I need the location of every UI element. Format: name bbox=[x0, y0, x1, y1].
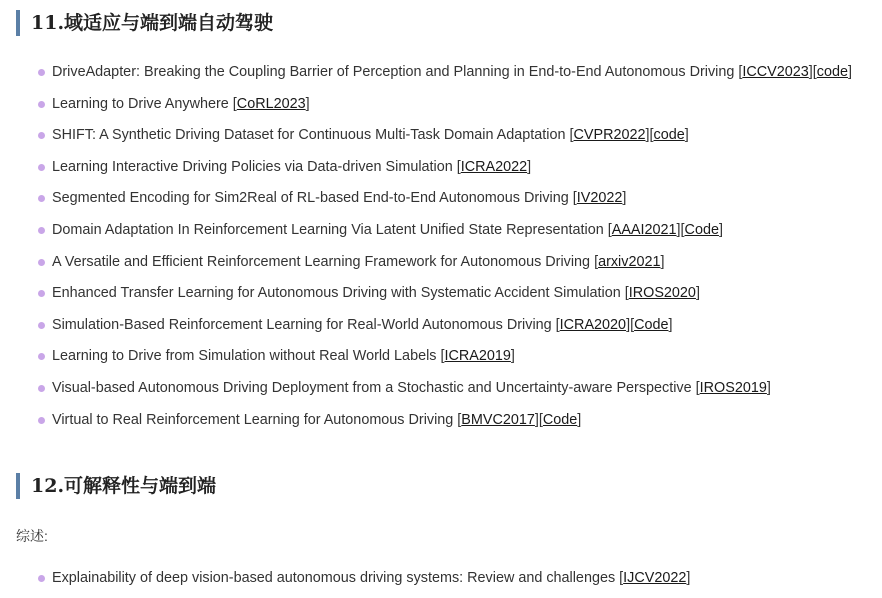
bullet-icon bbox=[38, 101, 45, 108]
list-item bbox=[38, 155, 852, 187]
bracket-close: ] bbox=[808, 64, 813, 80]
bracket-close: ] bbox=[668, 316, 673, 333]
paper-links bbox=[440, 348, 514, 364]
bracket-open: [ bbox=[649, 127, 654, 144]
bracket-open: [ bbox=[624, 285, 629, 302]
list-item bbox=[38, 281, 852, 313]
paper-link-iros2019[interactable]: IROS2019 bbox=[699, 379, 767, 396]
paper-link-icra2019[interactable]: ICRA2019 bbox=[444, 348, 511, 365]
paper-link-icra2020[interactable]: ICRA2020 bbox=[559, 316, 627, 333]
paper-title: Learning to Drive from Simulation without Real World Labels bbox=[52, 348, 437, 365]
paper-links bbox=[625, 285, 700, 301]
paper-links bbox=[573, 190, 627, 206]
paper-link-iccv2023[interactable]: ICCV2023 bbox=[742, 64, 809, 80]
paper-link-icra2022[interactable]: ICRA2022 bbox=[460, 158, 528, 175]
list-item bbox=[38, 123, 852, 155]
paper-link-cvpr2022[interactable]: CVPR2022 bbox=[573, 127, 646, 144]
bullet-icon bbox=[38, 259, 45, 266]
bullet-icon bbox=[38, 322, 45, 329]
paper-links bbox=[556, 317, 673, 333]
bracket-open: [ bbox=[680, 221, 685, 238]
paper-title: Domain Adaptation In Reinforcement Learning Via Latent Unified State Representation bbox=[52, 221, 604, 238]
list-item bbox=[38, 408, 852, 440]
paper-links bbox=[696, 380, 771, 396]
bracket-open: [ bbox=[456, 158, 461, 175]
bracket-open: [ bbox=[695, 379, 700, 396]
bracket-close: ] bbox=[660, 253, 665, 270]
paper-link-arxiv2021[interactable]: arxiv2021 bbox=[598, 253, 661, 270]
bullet-icon bbox=[38, 575, 45, 582]
paper-links bbox=[608, 222, 723, 238]
bullet-icon bbox=[38, 353, 45, 360]
bullet-icon bbox=[38, 385, 45, 392]
paper-title: Simulation-Based Reinforcement Learning for Real-World Autonomous Driving bbox=[52, 316, 552, 333]
paper-links bbox=[457, 159, 531, 175]
paper-link-code[interactable]: code bbox=[816, 64, 848, 80]
bracket-close: ] bbox=[766, 379, 771, 396]
paper-link-bmvc2017[interactable]: BMVC2017 bbox=[461, 411, 535, 428]
list-item bbox=[38, 566, 690, 598]
bracket-open: [ bbox=[619, 570, 624, 586]
bracket-close: ] bbox=[527, 158, 532, 175]
list-item bbox=[38, 60, 852, 92]
bracket-open: [ bbox=[594, 253, 599, 270]
bracket-close: ] bbox=[684, 127, 689, 144]
list-item bbox=[38, 92, 852, 124]
bracket-open: [ bbox=[232, 95, 237, 112]
paper-title: DriveAdapter: Breaking the Coupling Barrier of Perception and Planning in End-to-End Autonomous Driving bbox=[52, 64, 735, 80]
bracket-close: ] bbox=[676, 221, 681, 238]
paper-title: Learning to Drive Anywhere bbox=[52, 95, 229, 112]
bracket-open: [ bbox=[555, 316, 560, 333]
paper-title: SHIFT: A Synthetic Driving Dataset for Continuous Multi-Task Domain Adaptation bbox=[52, 127, 566, 144]
paper-link-corl2023[interactable]: CoRL2023 bbox=[236, 95, 306, 112]
bullet-icon bbox=[38, 164, 45, 171]
bracket-open: [ bbox=[630, 316, 635, 333]
bullet-icon bbox=[38, 227, 45, 234]
paper-title: Enhanced Transfer Learning for Autonomous Driving with Systematic Accident Simulation bbox=[52, 285, 621, 302]
paper-link-code[interactable]: Code bbox=[542, 411, 578, 428]
bracket-open: [ bbox=[812, 64, 817, 80]
paper-link-code[interactable]: Code bbox=[634, 316, 669, 333]
bracket-close: ] bbox=[695, 285, 700, 302]
bracket-open: [ bbox=[569, 127, 574, 144]
bracket-open: [ bbox=[738, 64, 743, 80]
bracket-close: ] bbox=[847, 64, 852, 80]
bracket-close: ] bbox=[577, 411, 582, 428]
paper-title: Learning Interactive Driving Policies via Data-driven Simulation bbox=[52, 158, 453, 175]
list-item bbox=[38, 186, 852, 218]
paper-link-ijcv2022[interactable]: IJCV2022 bbox=[623, 570, 687, 586]
paper-list-12 bbox=[38, 566, 690, 598]
paper-link-code[interactable]: code bbox=[653, 127, 685, 144]
bracket-open: [ bbox=[457, 411, 462, 428]
bullet-icon bbox=[38, 290, 45, 297]
bracket-close: ] bbox=[686, 570, 691, 586]
bracket-close: ] bbox=[645, 127, 650, 144]
section-title-11: 11.域适应与端到端自动驾驶 bbox=[16, 10, 273, 36]
list-item bbox=[38, 313, 852, 345]
bracket-open: [ bbox=[607, 221, 612, 238]
paper-link-iros2020[interactable]: IROS2020 bbox=[628, 285, 696, 302]
bracket-close: ] bbox=[622, 190, 627, 207]
paper-link-iv2022[interactable]: IV2022 bbox=[576, 190, 623, 207]
bracket-open: [ bbox=[572, 190, 577, 207]
bracket-close: ] bbox=[718, 221, 723, 238]
bracket-open: [ bbox=[440, 348, 445, 365]
paper-links bbox=[738, 64, 852, 80]
list-item bbox=[38, 344, 852, 376]
list-item bbox=[38, 376, 852, 408]
summary-label: 综述: bbox=[16, 528, 48, 544]
bullet-icon bbox=[38, 132, 45, 139]
paper-link-aaai2021[interactable]: AAAI2021 bbox=[611, 221, 677, 238]
paper-links bbox=[619, 570, 690, 586]
paper-link-code[interactable]: Code bbox=[684, 221, 719, 238]
paper-title: Virtual to Real Reinforcement Learning for Autonomous Driving bbox=[52, 411, 454, 428]
bullet-icon bbox=[38, 69, 45, 76]
bracket-close: ] bbox=[626, 316, 631, 333]
bracket-close: ] bbox=[510, 348, 515, 365]
list-item bbox=[38, 250, 852, 282]
paper-links bbox=[233, 96, 310, 112]
paper-links bbox=[457, 412, 581, 428]
bracket-close: ] bbox=[305, 95, 310, 112]
list-item bbox=[38, 218, 852, 250]
bullet-icon bbox=[38, 195, 45, 202]
paper-title: Segmented Encoding for Sim2Real of RL-based End-to-End Autonomous Driving bbox=[52, 190, 569, 207]
bracket-close: ] bbox=[534, 411, 539, 428]
paper-links bbox=[570, 127, 689, 143]
bullet-icon bbox=[38, 417, 45, 424]
paper-links bbox=[594, 254, 664, 270]
paper-title: Explainability of deep vision-based autonomous driving systems: Review and challenges bbox=[52, 570, 616, 586]
section-title-12: 12.可解释性与端到端 bbox=[16, 473, 216, 499]
bracket-open: [ bbox=[538, 411, 543, 428]
paper-title: A Versatile and Efficient Reinforcement Learning Framework for Autonomous Driving bbox=[52, 253, 591, 270]
paper-title: Visual-based Autonomous Driving Deployment from a Stochastic and Uncertainty-aware Perspective bbox=[52, 379, 692, 396]
paper-list-11 bbox=[38, 60, 852, 439]
